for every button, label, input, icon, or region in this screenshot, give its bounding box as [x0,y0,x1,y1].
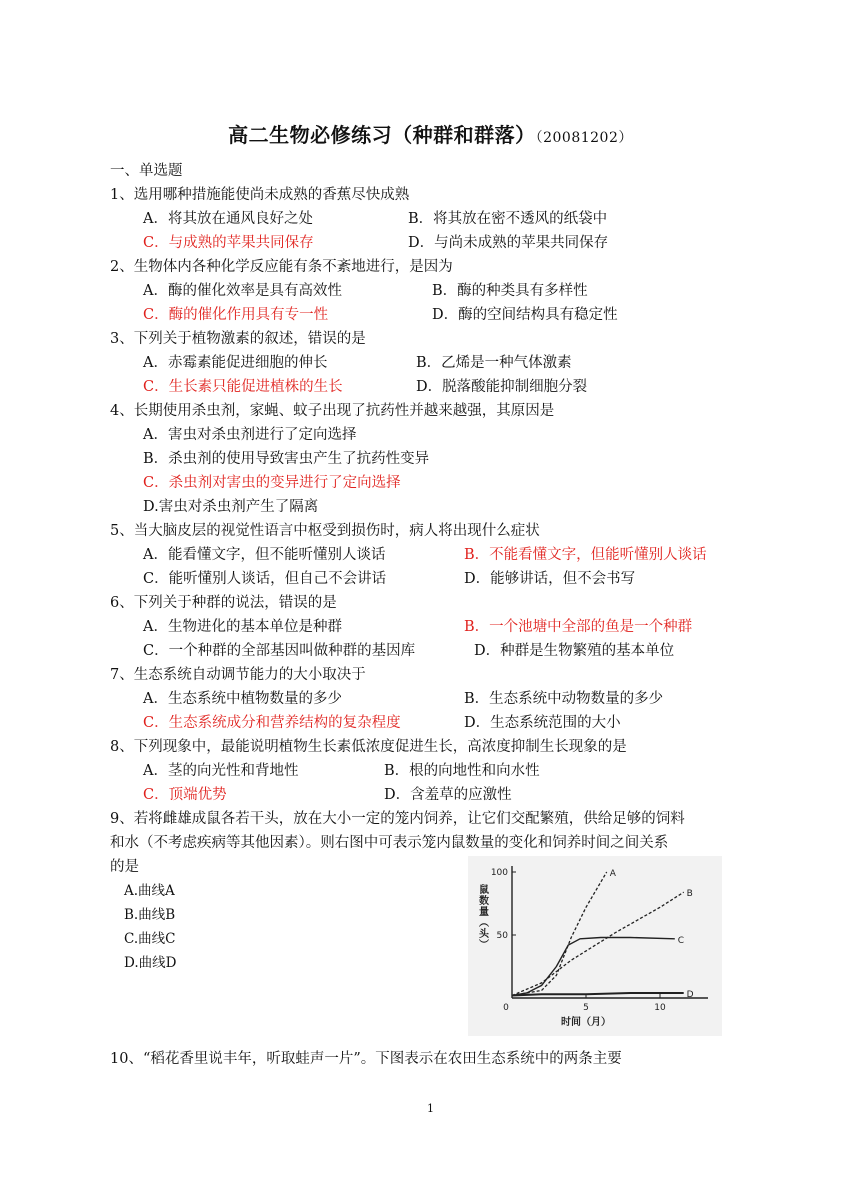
q4-option-d: D.害虫对杀虫剂产生了隔离 [143,499,319,515]
section-heading: 一、单选题 [110,163,183,179]
q7-option-a: A．生态系统中植物数量的多少 [143,691,342,707]
q7-option-c-answer: C．生态系统成分和营养结构的复杂程度 [143,715,401,731]
title-date: （20081202） [535,130,633,146]
q2-option-a: A．酶的催化效率是具有高效性 [143,283,342,299]
q6-option-d: D．种群是生物繁殖的基本单位 [474,643,675,659]
q6-option-b-answer: B．一个池塘中全部的鱼是一个种群 [464,619,693,635]
q9-option-c: C.曲线C [124,931,176,947]
y-tick-label: 50 [496,931,508,941]
q4-option-b: B．杀虫剂的使用导致害虫产生了抗药性变异 [143,451,430,467]
q9-option-d: D.曲线D [124,955,177,971]
q4-option-c-answer: C．杀虫剂对害虫的变异进行了定向选择 [143,475,401,491]
q5-option-d: D．能够讲话，但不会书写 [464,571,636,587]
q8-option-a: A．茎的向光性和背地性 [143,763,299,779]
q9-stem-line3: 的是 [110,859,139,875]
q4-option-a: A．害虫对杀虫剂进行了定向选择 [143,427,357,443]
q3-option-d: D．脱落酸能抑制细胞分裂 [416,379,588,395]
q5-stem: 5、当大脑皮层的视觉性语言中枢受到损伤时，病人将出现什么症状 [110,523,540,539]
x-axis-label: 时间（月） [561,1017,611,1028]
q7-option-d: D．生态系统范围的大小 [464,715,621,731]
q1-option-b: B．将其放在密不透风的纸袋中 [408,211,608,227]
series-label-b: B [686,889,693,900]
q1-option-c-answer: C．与成熟的苹果共同保存 [143,235,314,251]
q6-stem: 6、下列关于种群的说法，错误的是 [110,595,337,611]
q3-option-c-answer: C．生长素只能促进植株的生长 [143,379,343,395]
q2-option-c-answer: C．酶的催化作用具有专一性 [143,307,329,323]
q4-stem: 4、长期使用杀虫剂，家蝇、蚊子出现了抗药性并越来越强，其原因是 [110,403,555,419]
q9-stem-line2: 和水（不考虑疾病等其他因素）。则右图中可表示笼内鼠数量的变化和饲养时间之间关系 [110,835,669,851]
q3-option-a: A．赤霉素能促进细胞的伸长 [143,355,328,371]
y-axis-label: 鼠数量（头） [476,884,488,950]
page-title [0,119,861,148]
q9-option-b: B.曲线B [124,907,176,923]
q9-stem-line1: 9、若将雌雄成鼠各若干头，放在大小一定的笼内饲养，让它们交配繁殖，供给足够的饲料 [110,811,685,827]
q8-option-c-answer: C．顶端优势 [143,787,227,803]
series-label-a: A [609,869,616,879]
q6-option-c: C．一个种群的全部基因叫做种群的基因库 [143,643,416,659]
q5-option-a: A．能看懂文字，但不能听懂别人谈话 [143,547,386,563]
series-label-d: D [686,989,694,1000]
q2-stem: 2、生物体内各种化学反应能有条不紊地进行，是因为 [110,259,453,275]
q2-option-d: D．酶的空间结构具有稳定性 [432,307,618,323]
q3-option-b: B．乙烯是一种气体激素 [416,355,572,371]
q10-stem: 10、“稻花香里说丰年，听取蛙声一片”。下图表示在农田生态系统中的两条主要 [110,1051,622,1067]
q7-stem: 7、生态系统自动调节能力的大小取决于 [110,667,366,683]
population-growth-chart [468,856,722,1036]
x-tick-label: 0 [503,1003,509,1013]
q5-option-b-answer: B．不能看懂文字，但能听懂别人谈话 [464,547,707,563]
q1-stem: 1、选用哪种措施能使尚未成熟的香蕉尽快成熟 [110,187,410,203]
q8-stem: 8、下列现象中，最能说明植物生长素低浓度促进生长，高浓度抑制生长现象的是 [110,739,627,755]
q9-option-a: A.曲线A [124,883,175,899]
q3-stem: 3、下列关于植物激素的叙述，错误的是 [110,331,366,347]
q5-option-c: C．能听懂别人谈话，但自己不会讲话 [143,571,387,587]
q6-option-a: A．生物进化的基本单位是种群 [143,619,342,635]
q8-option-d: D．含羞草的应激性 [384,787,512,803]
y-tick-label: 100 [490,868,508,878]
series-label-c: C [677,935,685,946]
q2-option-b: B．酶的种类具有多样性 [432,283,588,299]
x-tick-label: 5 [583,1003,589,1013]
page-number: 1 [427,1102,434,1115]
q8-option-b: B．根的向地性和向水性 [384,763,540,779]
q7-option-b: B．生态系统中动物数量的多少 [464,691,664,707]
x-tick-label: 10 [654,1003,666,1013]
q1-option-d: D．与尚未成熟的苹果共同保存 [408,235,609,251]
title-text: 高二生物必修练习（种群和群落） [228,123,536,147]
q1-option-a: A．将其放在通风良好之处 [143,211,313,227]
